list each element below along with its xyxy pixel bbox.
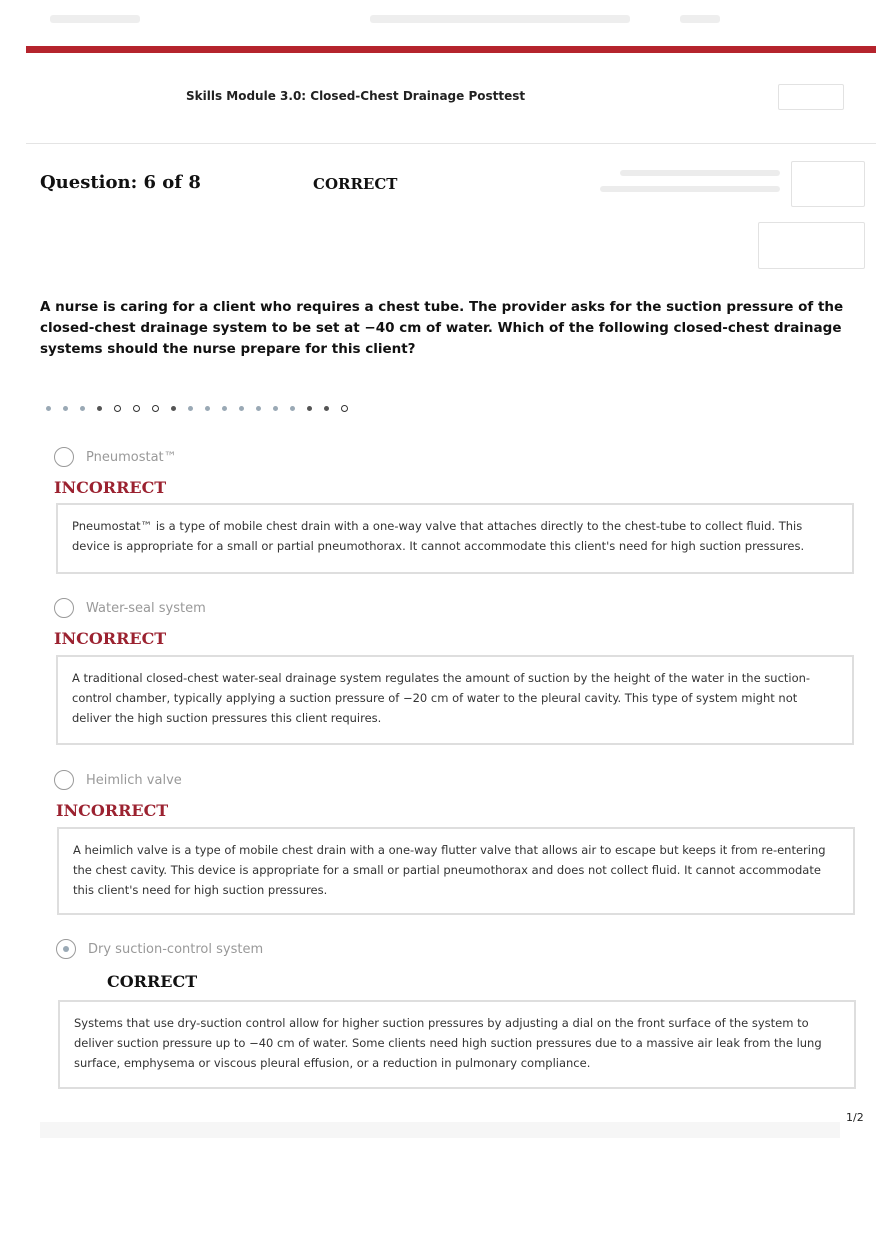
radio-button[interactable] (54, 447, 74, 467)
progress-dot (273, 406, 278, 411)
rationale-box: A heimlich valve is a type of mobile chest drain with a one-way flutter valve that allows air to escape but keeps it from re-entering the chest cavity. This device is appropriate for a small or partial pneumothorax and does not collect fluid. It cannot accommodate this client's need for high suction pressures. (57, 827, 855, 915)
answer-option-dry-suction[interactable] (56, 939, 263, 959)
answer-option-pneumostat[interactable] (54, 447, 177, 467)
faint-text (620, 170, 780, 176)
progress-dot (80, 406, 85, 411)
verdict-label: INCORRECT (56, 801, 169, 820)
verdict-label: CORRECT (107, 972, 198, 991)
progress-dot (256, 406, 261, 411)
radio-selected-dot (63, 946, 69, 952)
option-label: Pneumostat™ (86, 449, 177, 465)
question-number: Question: 6 of 8 (40, 172, 201, 193)
radio-button[interactable] (54, 598, 74, 618)
progress-dot (63, 406, 68, 411)
answer-option-water-seal[interactable] (54, 598, 206, 618)
answer-option-heimlich[interactable] (54, 770, 182, 790)
module-title: Skills Module 3.0: Closed-Chest Drainage Posttest (186, 89, 526, 103)
progress-dots (46, 405, 348, 412)
flag-button[interactable] (791, 161, 865, 207)
progress-dot (307, 406, 312, 411)
progress-dot (46, 406, 51, 411)
progress-dot (152, 405, 159, 412)
question-status: CORRECT (313, 175, 398, 193)
progress-dot (290, 406, 295, 411)
progress-dot (222, 406, 227, 411)
progress-dot (97, 406, 102, 411)
progress-dot (171, 406, 176, 411)
progress-dot (239, 406, 244, 411)
option-label: Dry suction-control system (88, 941, 264, 957)
option-label: Water-seal system (86, 600, 206, 616)
progress-dot (114, 405, 121, 412)
option-label: Heimlich valve (86, 772, 182, 788)
rationale-box: A traditional closed-chest water-seal drainage system regulates the amount of suction by the height of the water in the suction-control chamber, typically applying a suction pressure of −20 cm of water to the pleural cavity. This type of system might not deliver the high suction pressures this client requires. (56, 655, 854, 745)
accent-bar (26, 46, 876, 53)
progress-dot (133, 405, 140, 412)
next-button[interactable] (758, 222, 865, 269)
progress-dot (188, 406, 193, 411)
progress-dot (324, 406, 329, 411)
faint-print-header (40, 10, 840, 28)
question-stem: A nurse is caring for a client who requires a chest tube. The provider asks for the suction pressure of the closed-chest drainage system to be set at −40 cm of water. Which of the following closed-chest drainage systems should the nurse prepare for this client? (40, 299, 844, 357)
faint-print-footer (40, 1122, 840, 1138)
faint-text (600, 186, 780, 192)
progress-dot (205, 406, 210, 411)
verdict-label: INCORRECT (54, 629, 167, 648)
page-number: 1/2 (846, 1111, 864, 1124)
header-divider (26, 143, 876, 144)
radio-button-selected[interactable] (56, 939, 76, 959)
rationale-box: Pneumostat™ is a type of mobile chest drain with a one-way valve that attaches directly to the chest-tube to collect fluid. This device is appropriate for a small or partial pneumothorax. It cannot accommodate this client's need for high suction pressures. (56, 503, 854, 574)
rationale-box: Systems that use dry-suction control allow for higher suction pressures by adjusting a dial on the front surface of the system to deliver suction pressure up to −40 cm of water. Some clients need high suction pressures due to a massive air leak from the lung surface, emphysema or viscous pleural effusion, or a reduction in pulmonary compliance. (58, 1000, 856, 1089)
verdict-label: INCORRECT (54, 478, 167, 497)
progress-dot (341, 405, 348, 412)
radio-button[interactable] (54, 770, 74, 790)
header-action-button[interactable] (778, 84, 844, 110)
